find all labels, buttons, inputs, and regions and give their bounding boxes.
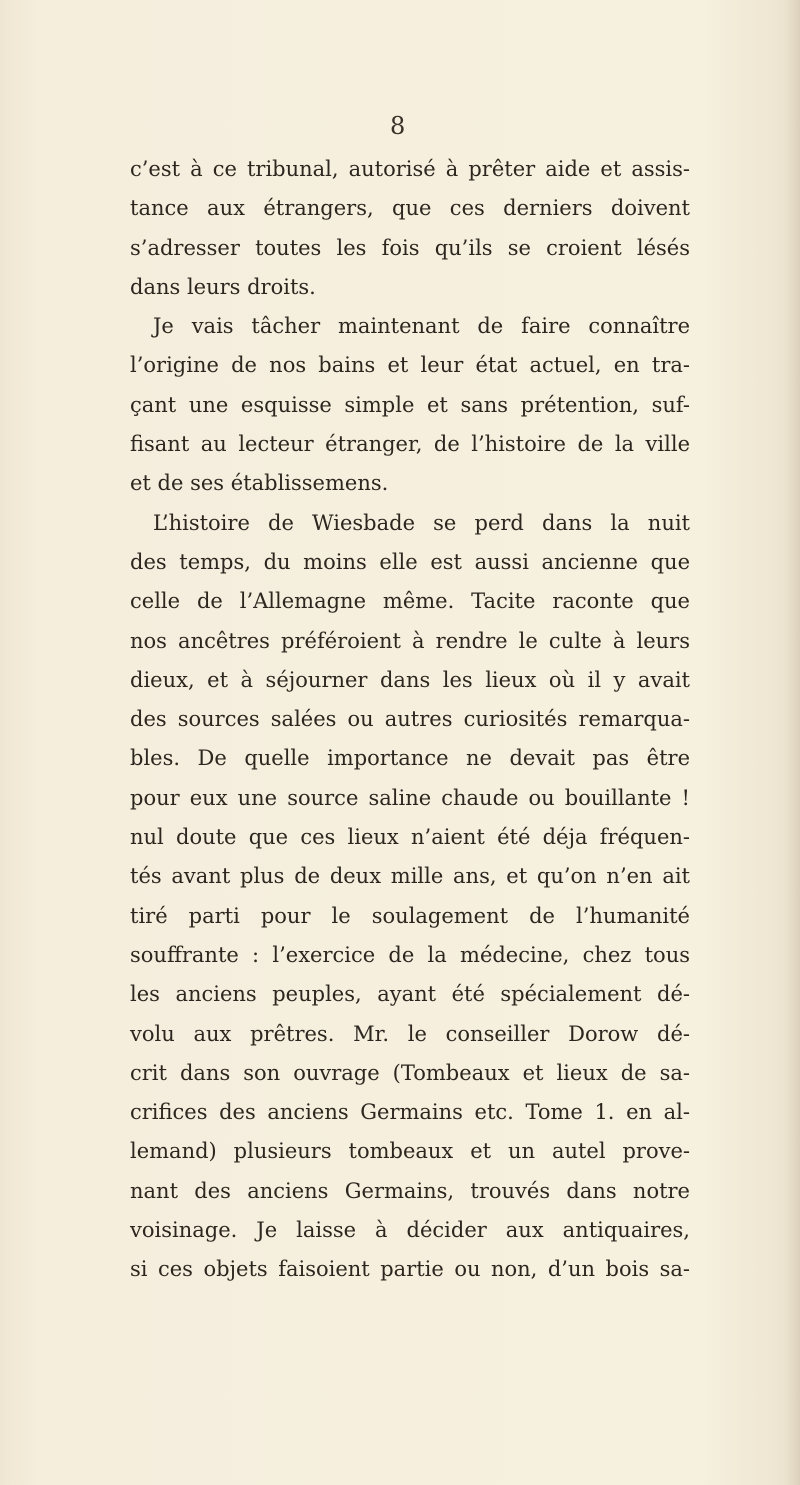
text-line: volu aux prêtres. Mr. le conseiller Dorow dé- bbox=[130, 1021, 690, 1046]
text-line: bles. De quelle importance ne devait pas être bbox=[130, 746, 690, 771]
text-line: s’adresser toutes les fois qu’ils se croient lésés bbox=[130, 235, 690, 260]
text-line: çant une esquisse simple et sans prétention, suf- bbox=[130, 392, 690, 417]
text-line: souffrante : l’exercice de la médecine, chez tous bbox=[130, 942, 690, 967]
text-line: nul doute que ces lieux n’aient été déja fréquen- bbox=[130, 825, 690, 850]
page-number: 8 bbox=[390, 112, 406, 140]
text-line: nos ancêtres préféroient à rendre le culte à leurs bbox=[130, 628, 690, 653]
text-line: tance aux étrangers, que ces derniers doivent bbox=[130, 196, 690, 221]
text-line: et de ses établissemens. bbox=[130, 471, 389, 496]
text-line: les anciens peuples, ayant été spécialement dé- bbox=[130, 982, 690, 1007]
text-line: pour eux une source saline chaude ou bouillante ! bbox=[130, 785, 690, 810]
text-line: nant des anciens Germains, trouvés dans notre bbox=[130, 1178, 690, 1203]
text-line: fisant au lecteur étranger, de l’histoire de la ville bbox=[130, 432, 690, 457]
text-line: c’est à ce tribunal, autorisé à prêter aide et assis- bbox=[130, 157, 690, 181]
body-text bbox=[130, 150, 690, 1290]
text-line: tiré parti pour le soulagement de l’humanité bbox=[130, 903, 690, 928]
text-line: L’histoire de Wiesbade se perd dans la nuit bbox=[153, 510, 690, 535]
text-line: crit dans son ouvrage (Tombeaux et lieux de sa- bbox=[130, 1060, 690, 1085]
text-line: dieux, et à séjourner dans les lieux où il y avait bbox=[130, 667, 690, 692]
text-line: si ces objets faisoient partie ou non, d’un bois sa- bbox=[130, 1257, 690, 1282]
text-line: dans leurs droits. bbox=[130, 274, 316, 299]
text-line: lemand) plusieurs tombeaux et un autel prove- bbox=[130, 1139, 690, 1164]
text-line: des temps, du moins elle est aussi ancienne que bbox=[130, 549, 690, 574]
text-line: des sources salées ou autres curiosités remarqua- bbox=[130, 707, 690, 732]
text-line: tés avant plus de deux mille ans, et qu’on n’en ait bbox=[130, 864, 690, 889]
text-line: celle de l’Allemagne même. Tacite raconte que bbox=[130, 589, 690, 614]
text-line: crifices des anciens Germains etc. Tome 1. en al- bbox=[130, 1100, 690, 1125]
text-line: l’origine de nos bains et leur état actuel, en tra- bbox=[130, 353, 690, 378]
page-edge-shadow bbox=[786, 0, 800, 1485]
text-line: voisinage. Je laisse à décider aux antiquaires, bbox=[130, 1218, 690, 1243]
text-line: Je vais tâcher maintenant de faire connaître bbox=[153, 314, 690, 339]
